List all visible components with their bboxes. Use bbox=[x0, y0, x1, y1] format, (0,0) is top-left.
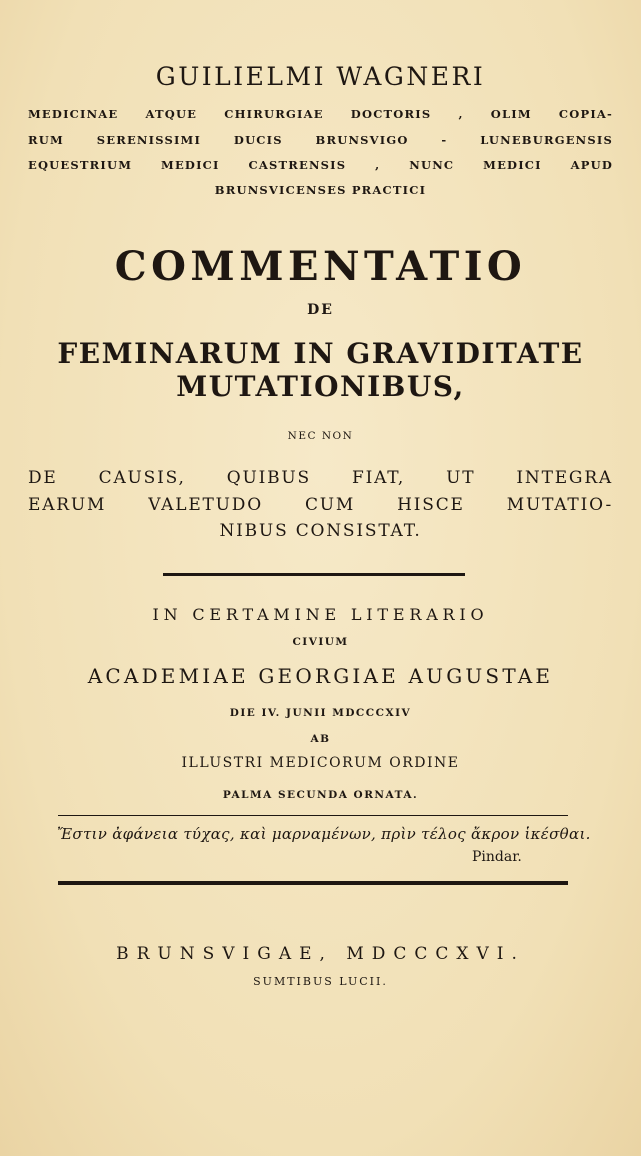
author-name: GUILIELMI WAGNERI bbox=[155, 62, 486, 91]
author-description-line-3: EQUESTRIUM MEDICI CASTRENSIS , NUNC MEDICI APUD bbox=[28, 158, 613, 172]
subtitle-line-1: FEMINARUM IN GRAVIDITATE bbox=[57, 337, 584, 370]
author-description-line-1: MEDICINAE ATQUE CHIRURGIAE DOCTORIS , OLIM COPIA- bbox=[28, 107, 613, 121]
author-description-line-2: RUM SERENISSIMI DUCIS BRUNSVIGO - LUNEBURGENSIS bbox=[28, 133, 613, 147]
subtitle-line-2: MUTATIONIBUS, bbox=[176, 370, 465, 403]
quote-top-rule bbox=[58, 815, 568, 816]
quote-bottom-rule bbox=[58, 881, 568, 885]
nec-non: NEC NON bbox=[287, 430, 354, 442]
publisher-line: SUMTIBUS LUCII. bbox=[253, 975, 388, 988]
causis-line-1: DE CAUSIS, QUIBUS FIAT, UT INTEGRA bbox=[28, 468, 613, 488]
academy-name: ACADEMIAE GEORGIAE AUGUSTAE bbox=[87, 664, 554, 688]
civium: CIVIUM bbox=[292, 636, 349, 648]
divider-rule bbox=[163, 573, 465, 576]
quote-attribution: Pindar. bbox=[472, 849, 522, 865]
ab: AB bbox=[310, 733, 331, 745]
author-description-line-4: BRUNSVICENSES PRACTICI bbox=[214, 183, 427, 197]
award-date: DIE IV. JUNII MDCCCXIV bbox=[229, 707, 412, 719]
imprint-line: BRUNSVIGAE, MDCCCXVI. bbox=[116, 944, 525, 964]
title-preposition: DE bbox=[307, 302, 334, 318]
faculty-line: ILLUSTRI MEDICORUM ORDINE bbox=[181, 755, 460, 771]
main-title: COMMENTATIO bbox=[114, 243, 527, 290]
award-line: PALMA SECUNDA ORNATA. bbox=[222, 789, 419, 801]
greek-quote: Ἔστιν ἀφάνεια τύχας, καὶ μαρναμένων, πρὶν τέλος ἄκρον ἱκέσθαι. bbox=[57, 825, 591, 843]
causis-line-3: NIBUS CONSISTAT. bbox=[219, 521, 422, 541]
causis-line-2: EARUM VALETUDO CUM HISCE MUTATIO- bbox=[28, 495, 613, 515]
certamine-line: IN CERTAMINE LITERARIO bbox=[152, 605, 489, 624]
